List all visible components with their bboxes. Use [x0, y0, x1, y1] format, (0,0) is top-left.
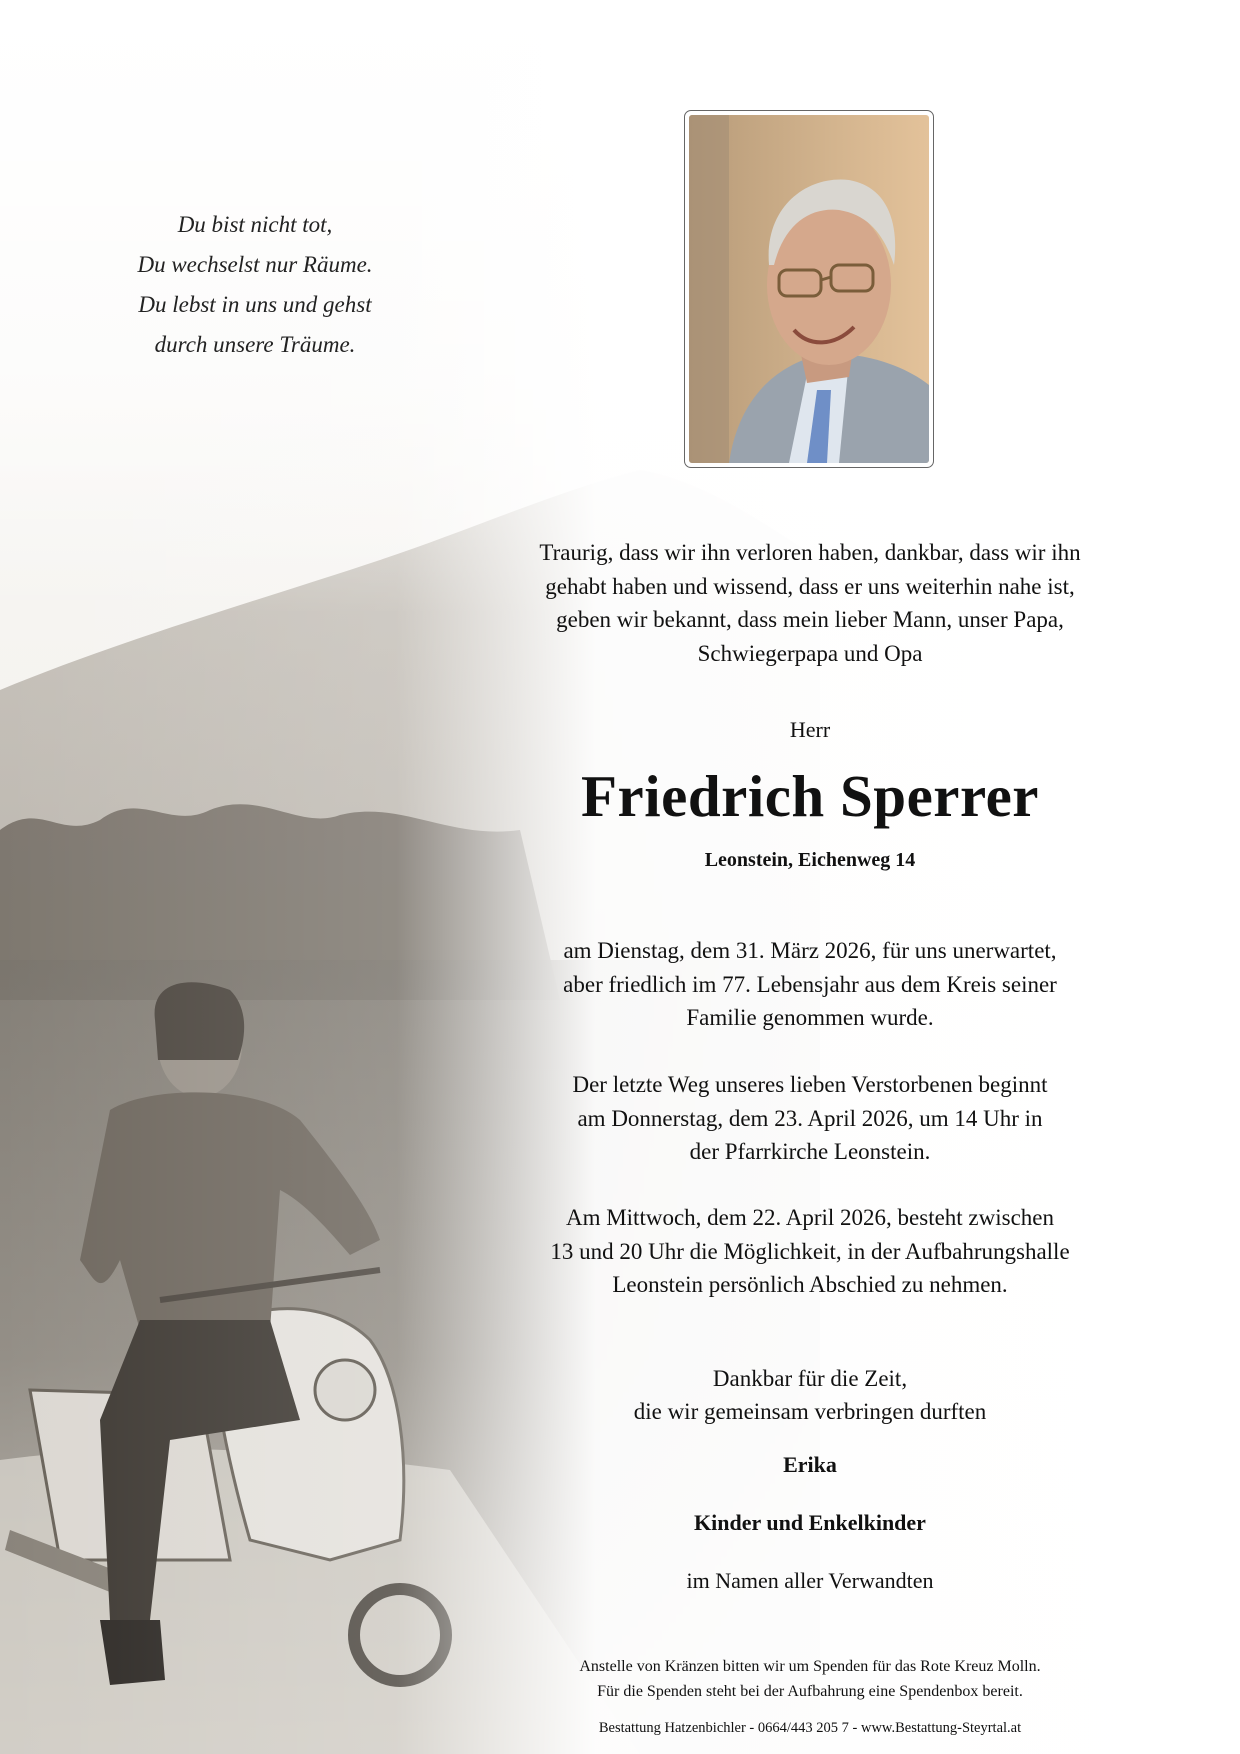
poem-line: Du lebst in uns und gehst: [138, 292, 372, 317]
viewing-line: Leonstein persönlich Abschied zu nehmen.: [612, 1272, 1008, 1297]
salutation: Herr: [789, 717, 831, 742]
funeral-home-footer: Bestattung Hatzenbichler - 0664/443 205 7 - www.Bestattung-Steyrtal.at: [598, 1720, 1022, 1736]
mourner-spouse: Erika: [783, 1452, 837, 1477]
closing-line: Dankbar für die Zeit,: [712, 1366, 908, 1391]
deceased-address: Leonstein, Eichenweg 14: [704, 849, 916, 871]
donation-note: [480, 1654, 1140, 1704]
poem: [60, 205, 450, 365]
intro-line: gehabt haben und wissend, dass er uns weiterhin nahe ist,: [545, 573, 1075, 599]
poem-line: durch unsere Träume.: [154, 332, 356, 357]
viewing-info: [480, 1201, 1140, 1302]
viewing-line: Am Mittwoch, dem 22. April 2026, besteht zwischen: [565, 1205, 1055, 1230]
funeral-line: Der letzte Weg unseres lieben Verstorbenen beginnt: [572, 1072, 1048, 1097]
funeral-line: am Donnerstag, dem 23. April 2026, um 14 Uhr in: [577, 1105, 1043, 1131]
death-notice-line: am Dienstag, dem 31. März 2026, für uns unerwartet,: [563, 938, 1057, 963]
mourner-family: Kinder und Enkelkinder: [694, 1510, 926, 1535]
death-notice-line: aber friedlich im 77. Lebensjahr aus dem Kreis seiner: [563, 971, 1057, 997]
poem-line: Du bist nicht tot,: [177, 212, 333, 237]
closing-thanks: [480, 1362, 1140, 1428]
intro-line: Traurig, dass wir ihn verloren haben, dankbar, dass wir ihn: [539, 540, 1081, 565]
intro-line: geben wir bekannt, dass mein lieber Mann, unser Papa,: [556, 607, 1064, 632]
deceased-name: Friedrich Sperrer: [581, 763, 1039, 829]
death-notice-line: Familie genommen wurde.: [686, 1005, 934, 1030]
funeral-info: [480, 1068, 1140, 1169]
intro-line: Schwiegerpapa und Opa: [697, 640, 923, 666]
closing-line: die wir gemeinsam verbringen durften: [633, 1399, 987, 1424]
intro-text: [480, 536, 1140, 670]
relatives-line: im Namen aller Verwandten: [686, 1568, 934, 1593]
portrait-frame: [684, 110, 934, 468]
funeral-line: der Pfarrkirche Leonstein.: [689, 1139, 931, 1164]
portrait-photo: [689, 115, 929, 463]
death-notice: [480, 934, 1140, 1035]
poem-line: Du wechselst nur Räume.: [137, 252, 373, 277]
donation-line: Für die Spenden steht bei der Aufbahrung eine Spendenbox bereit.: [597, 1683, 1023, 1700]
viewing-line: 13 und 20 Uhr die Möglichkeit, in der Aufbahrungshalle: [550, 1238, 1070, 1264]
donation-line: Anstelle von Kränzen bitten wir um Spenden für das Rote Kreuz Molln.: [579, 1658, 1041, 1675]
